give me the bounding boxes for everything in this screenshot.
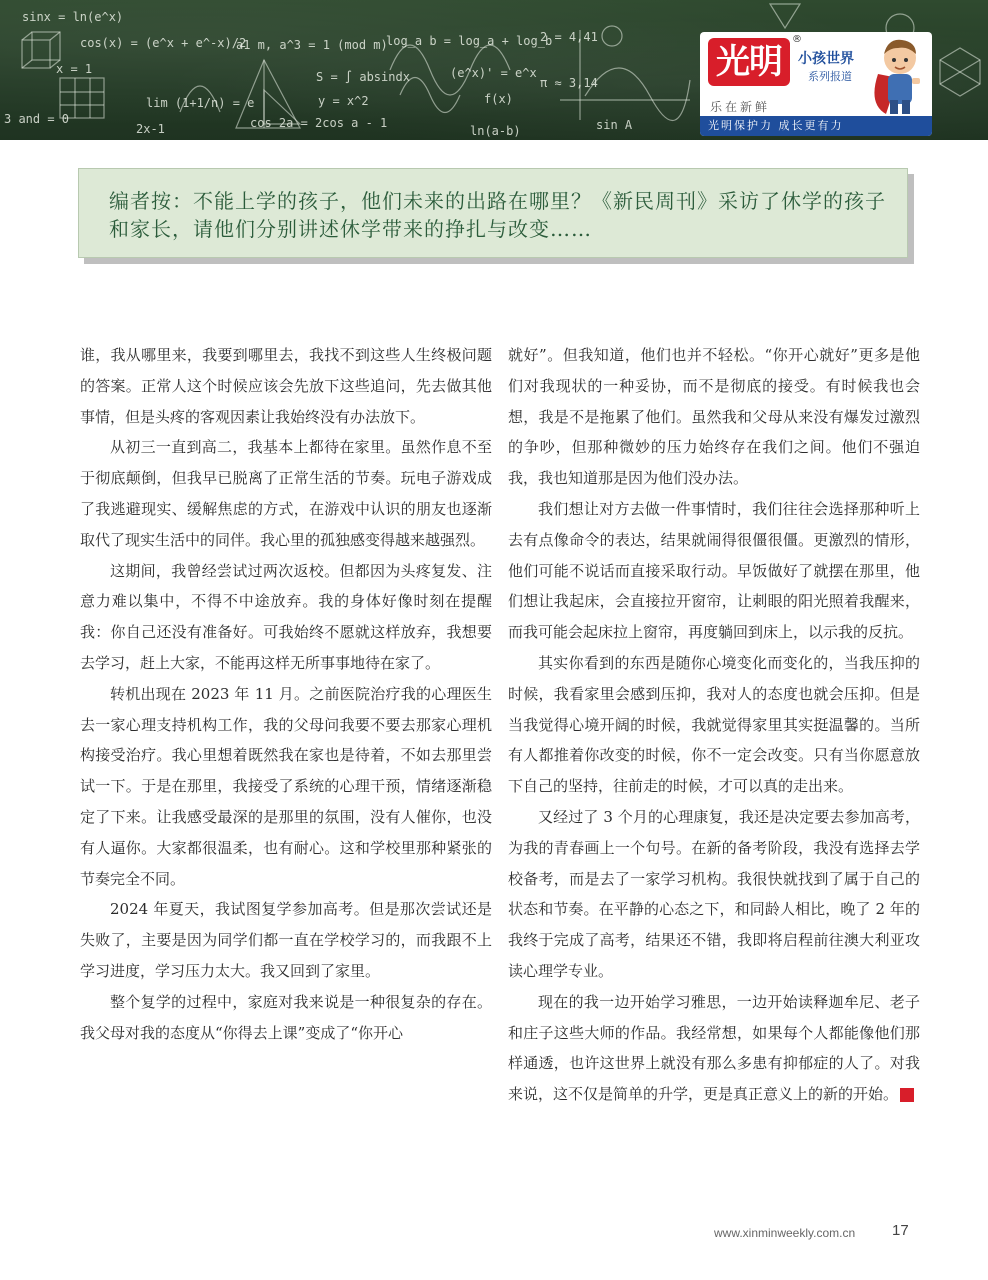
chalkboard-banner bbox=[0, 0, 988, 140]
chalk-formula: lim (1+1/n) = e bbox=[146, 96, 255, 110]
chalk-formula: f(x) bbox=[484, 92, 513, 106]
chalk-formula: y = x^2 bbox=[318, 94, 369, 108]
chalk-formula: S = ∫ absindx bbox=[316, 70, 410, 84]
chalk-formula: x = 1 bbox=[56, 62, 93, 76]
chalk-formula: 3 and = 0 bbox=[4, 112, 70, 126]
chalk-formula: 2x-1 bbox=[136, 122, 165, 136]
footer-website: www.xinminweekly.com.cn bbox=[714, 1226, 856, 1240]
chalk-formula: log_a b = log_a + log_b bbox=[386, 34, 553, 48]
article-paragraph: 又经过了 3 个月的心理康复，我还是决定要去参加高考，为我的青春画上一个句号。在新的备考阶段，我没有选择去学校备考，而是去了一家学习机构。我很快就找到了属于自己的状态和节奏。在平静的心态之下，和同龄人相比，晚了 2 年的我终于完成了高考，结果还不错，我即将启程前往澳大利亚攻读心理学专业。 bbox=[508, 807, 920, 980]
chalk-formula: a1 m, a^3 = 1 (mod m) bbox=[236, 38, 388, 52]
child-mascot-icon bbox=[868, 34, 930, 116]
article-paragraph: 就好”。但我知道，他们也并不轻松。“你开心就好”更多是他们对我现状的一种妥协，而不是彻底的接受。有时候我也会想，我是不是拖累了他们。虽然我和父母从来没有爆发过激烈的争吵，但那种微妙的压力始终存在我们之间。他们不强迫我，我也知道那是因为他们没办法。 bbox=[508, 346, 920, 488]
article-paragraph: 我们想让对方去做一件事情时，我们往往会选择那种听上去有点像命令的表达，结果就闹得很僵很僵。更激烈的情形，他们可能不说话而直接采取行动。早饭做好了就摆在那里，他们想让我起床，会直接拉开窗帘，让刺眼的阳光照着我醒来，而我可能会起床拉上窗帘，再度躺回到床上，以示我的反抗。 bbox=[508, 499, 920, 642]
series-subtitle: 系列报道 bbox=[808, 70, 852, 83]
brand-tagline: 乐在新鲜 bbox=[710, 100, 771, 114]
chalk-formula: 2 = 4,41 bbox=[540, 30, 598, 44]
series-title: 小孩世界 bbox=[798, 51, 854, 67]
article-paragraph: 2024 年夏天，我试图复学参加高考。但是那次尝试还是失败了，主要是因为同学们都一直在学校学习的，而我跟不上学习进度，学习压力太大。我又回到了家里。 bbox=[80, 900, 492, 980]
registered-mark: ® bbox=[792, 34, 802, 45]
article-end-mark-icon: 民 bbox=[900, 1088, 914, 1102]
article-paragraph: 其实你看到的东西是随你心境变化而变化的，当我压抑的时候，我看家里会感到压抑，我对人的态度也就会压抑。但是当我觉得心境开阔的时候，我就觉得家里其实挺温馨的。当所有人都推着你改变的时候，你不一定会改变。只有当你愿意放下自己的坚持，往前走的时候，才可以真的走出来。 bbox=[508, 653, 920, 796]
chalk-formula: (e^x)' = e^x bbox=[450, 66, 537, 80]
article-paragraph: 整个复学的过程中，家庭对我来说是一种很复杂的存在。我父母对我的态度从“你得去上课”变成了“你开心 bbox=[80, 992, 492, 1042]
article-paragraph: 从初三一直到高二，我基本上都待在家里。虽然作息不至于彻底颠倒，但我早已脱离了正常生活的节奏。玩电子游戏成了我逃避现实、缓解焦虑的方式，在游戏中认识的朋友也逐渐取代了现实生活中的同伴。我心里的孤独感变得越来越强烈。 bbox=[80, 438, 492, 549]
article-paragraph: 谁，我从哪里来，我要到哪里去，我找不到这些人生终极问题的答案。正常人这个时候应该会先放下这些追问，先去做其他事情，但是头疼的客观因素让我始终没有办法放下。 bbox=[80, 346, 492, 426]
article-paragraph: 转机出现在 2023 年 11 月。之前医院治疗我的心理医生去一家心理支持机构工作，我的父母问我要不要去那家心理机构接受治疗。我心里想着既然我在家也是待着，不如去那里尝试一下。于是在那里，我接受了系统的心理干预，情绪逐渐稳定了下来。让我感受最深的是那里的氛围，没有人催你，也没有人逼你。大家都很温柔，也有耐心。这和学校里那种紧张的节奏完全不同。 bbox=[80, 684, 492, 888]
article-column-left bbox=[80, 340, 492, 1048]
brand-logo-card bbox=[700, 32, 932, 136]
chalk-formula: π ≈ 3,14 bbox=[540, 76, 598, 90]
article-column-right bbox=[508, 340, 941, 1110]
editor-note: 编者按：不能上学的孩子，他们未来的出路在哪里？《新民周刊》采访了休学的孩子和家长，请他们分别讲述休学带来的挣扎与改变…… bbox=[78, 168, 908, 258]
brand-logo: 光明 bbox=[708, 38, 790, 86]
chalk-formula: ln(a-b) bbox=[470, 124, 521, 138]
article-paragraph: 现在的我一边开始学习雅思，一边开始读释迦牟尼、老子和庄子这些大师的作品。我经常想，如果每个人都能像他们那样通透，也许这世界上就没有那么多患有抑郁症的人了。对我来说，这不仅是简单的升学，更是真正意义上的新的开始。 民 bbox=[508, 992, 941, 1104]
chalk-formula: cos(x) = (e^x + e^-x)/2 bbox=[80, 36, 247, 50]
page-number: 17 bbox=[892, 1222, 909, 1239]
chalk-formula: cos 2a = 2cos a - 1 bbox=[250, 116, 388, 130]
chalk-formula: sinx = ln(e^x) bbox=[22, 10, 124, 24]
article-paragraph: 这期间，我曾经尝试过两次返校。但都因为头疼复发、注意力难以集中，不得不中途放弃。我的身体好像时刻在提醒我：你自己还没有准备好。可我始终不愿就这样放弃，我想要去学习，赶上大家，不能再这样无所事事地待在家了。 bbox=[80, 561, 492, 672]
brand-slogan: 光明保护力 成长更有力 bbox=[700, 116, 932, 136]
chalk-formula: sin A bbox=[596, 118, 633, 132]
